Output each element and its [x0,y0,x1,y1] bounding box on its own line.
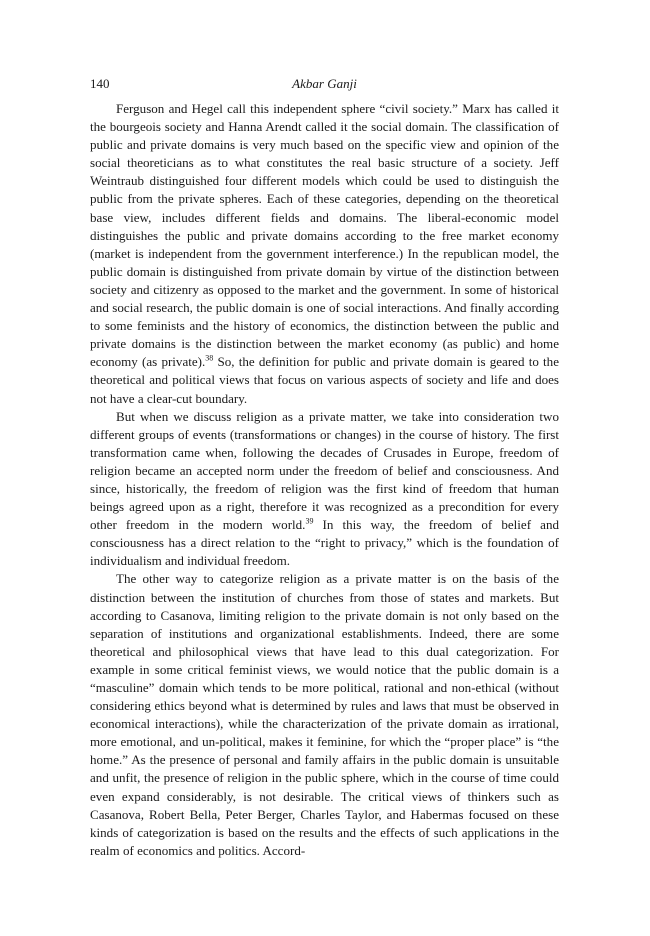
paragraph [90,408,559,571]
paragraph [90,100,559,408]
paragraph-text: Ferguson and Hegel call this independent sphere “civil society.” Marx has called it the bourgeois society and Hanna Arendt called it the social domain. The classification of public and private domains is very much based on the specific view and opinion of the social theoreticians as to what constitutes the real basic structure of a society. Jeff Weintraub distinguished four different models which could be used to distinguish the public from the private spheres. Each of these categories, depending on the theoretical base view, includes different fields and domains. The liberal-economic model distinguishes the public and private domains according to the free market economy (market is independent from the government interference.) In the republican model, the public domain is distinguished from private domain by virtue of the distinction between society and citizenry as opposed to the market and the government. In some of historical and social research, the public domain is one of social interactions. And finally according to some feminists and the history of economics, the distinction between the public and private domains is the distinction between the market economy (as public) and home economy (as private). [90,101,559,370]
paragraph-text: The other way to categorize religion as a private matter is on the basis of the distinction between the institution of churches from those of states and markets. But according to Casanova, limiting religion to the private domain is not only based on the separation of institutions and organizational establishments. Indeed, there are some theoretical and philosophical views that have lead to this dual categorization. For example in some critical feminist views, we would notice that the public domain is a “masculine” domain which tends to be more political, rational and non-ethical (without considering ethics beyond what is determined by rules and laws that must be observed in economical interactions), while the characterization of the private domain as irrational, more emotional, and un-political, makes it feminine, for which the “proper place” is “the home.” As the presence of personal and family affairs in the public domain is unsuitable and unfit, the presence of religion in the public sphere, which in the course of time could even expand considerably, is not desirable. The critical views of thinkers such as Casanova, Robert Bella, Peter Berger, Charles Taylor, and Habermas focused on these kinds of categorization is based on the results and the effects of such applications in the realm of economics and politics. Accord- [90,571,559,858]
book-page [90,70,559,860]
page-header [90,70,559,92]
body-text [90,100,559,860]
footnote-marker[interactable]: 38 [205,353,214,363]
paragraph [90,570,559,860]
running-head: Akbar Ganji [292,76,357,91]
page-number: 140 [90,76,110,91]
footnote-marker[interactable]: 39 [305,516,314,526]
paragraph-text: But when we discuss religion as a private matter, we take into consideration two different groups of events (transformations or changes) in the course of history. The first transformation came when, following the decades of Crusades in Europe, freedom of religion became an accepted norm under the freedom of belief and consciousness. And since, historically, the freedom of religion was the first kind of freedom that human beings agreed upon as a right, therefore it was recognized as a precondition for every other freedom in the modern world. [90,408,559,533]
paragraph-text: In this way, the freedom of belief and consciousness has a direct relation to the “right to privacy,” which is the foundation of individualism and individual freedom. [90,517,559,569]
paragraph-text: So, the definition for public and private domain is geared to the theoretical and political views that focus on various aspects of society and life and does not have a clear-cut boundary. [90,354,559,406]
